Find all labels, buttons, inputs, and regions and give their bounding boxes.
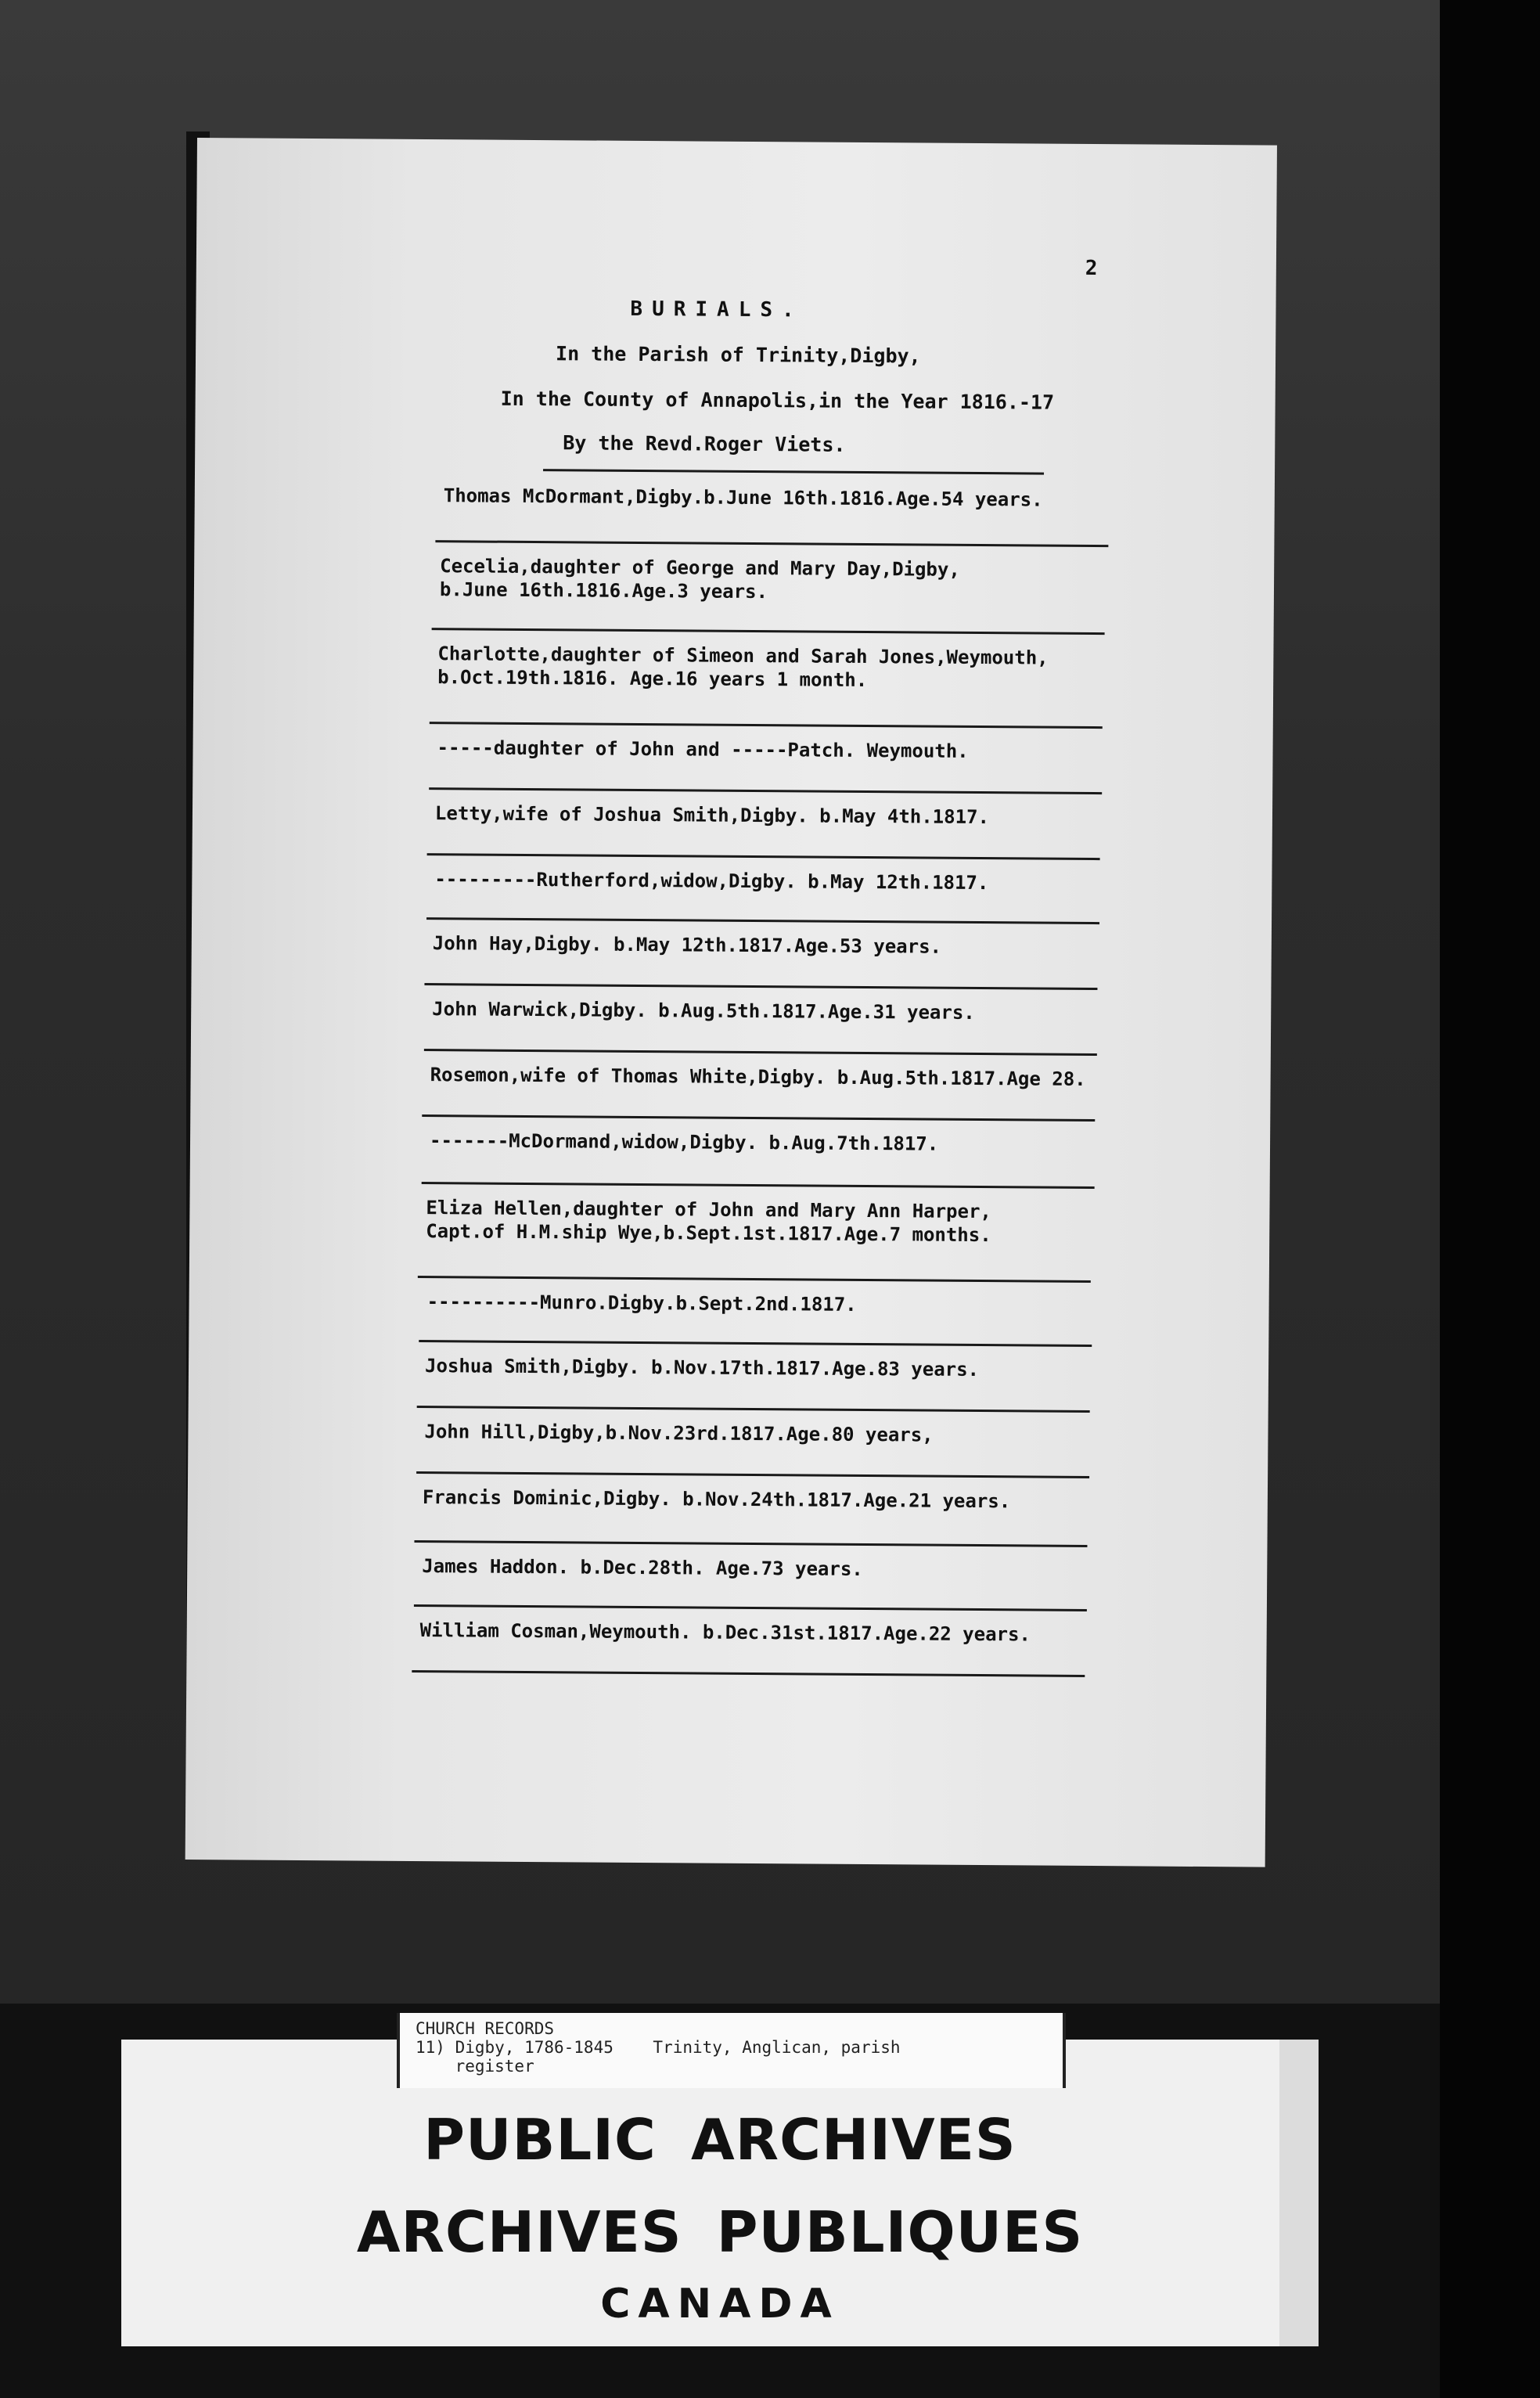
burial-entry-line: -----daughter of John and -----Patch. Weymouth.	[437, 736, 969, 762]
entry-rule	[432, 628, 1105, 635]
page-title: BURIALS.	[630, 297, 804, 322]
slip-description: 11) Digby, 1786-1845 Trinity, Anglican, parish	[416, 2038, 901, 2057]
burial-entry	[422, 1554, 863, 1581]
burial-entry-line: ---------Rutherford,widow,Digby. b.May 12th.1817.	[434, 868, 989, 895]
burial-entry-line: James Haddon. b.Dec.28th. Age.73 years.	[422, 1555, 863, 1580]
burial-entry	[437, 642, 1049, 693]
burial-entry-line: Eliza Hellen,daughter of John and Mary Ann Harper,	[426, 1197, 992, 1223]
entry-rule	[429, 787, 1102, 794]
burial-entry-line: Francis Dominic,Digby. b.Nov.24th.1817.Age.21 years.	[422, 1486, 1011, 1513]
entry-rule	[424, 1049, 1097, 1056]
county-heading: In the County of Annapolis,in the Year 1816.-17	[500, 387, 1055, 414]
burial-entry-line: Capt.of H.M.ship Wye,b.Sept.1st.1817.Age.7 months.	[426, 1220, 991, 1247]
burial-entry	[427, 1290, 857, 1316]
slip-description-cont: register	[416, 2057, 534, 2076]
burial-entry-line: John Hill,Digby,b.Nov.23rd.1817.Age.80 years,	[424, 1420, 934, 1446]
burial-entry-line: John Warwick,Digby. b.Aug.5th.1817.Age.31 years.	[432, 998, 975, 1024]
entry-rule	[422, 1114, 1095, 1122]
burial-entry	[424, 1420, 933, 1447]
burial-entry	[444, 484, 1043, 511]
burial-entry	[440, 554, 960, 605]
entry-rule	[414, 1604, 1087, 1611]
register-page	[185, 138, 1277, 1867]
entry-rule	[424, 983, 1097, 990]
burial-entry	[423, 1485, 1011, 1513]
entry-rule	[419, 1340, 1092, 1347]
burial-entry-line: -------McDormand,widow,Digby. b.Aug.7th.1817.	[429, 1129, 939, 1155]
burial-entry	[435, 801, 989, 829]
entry-rule	[435, 540, 1108, 547]
burial-entry-line: Thomas McDormant,Digby.b.June 16th.1816.Age.54 years.	[443, 484, 1043, 511]
parish-heading: In the Parish of Trinity,Digby,	[555, 342, 921, 368]
burial-entry	[425, 1354, 979, 1381]
entry-rule	[412, 1670, 1085, 1677]
entry-rule	[416, 1471, 1089, 1478]
archive-title-english: PUBLIC ARCHIVES	[423, 2107, 1016, 2173]
archive-title-french: ARCHIVES PUBLIQUES	[356, 2199, 1084, 2265]
burial-entry	[420, 1618, 1031, 1646]
entry-rule	[418, 1276, 1091, 1283]
entry-rule	[426, 917, 1099, 924]
burial-entry-line: Joshua Smith,Digby. b.Nov.17th.1817.Age.83 years.	[424, 1355, 980, 1381]
burial-entry	[432, 997, 975, 1024]
heading-rule	[543, 469, 1044, 474]
entry-rule	[414, 1540, 1087, 1547]
entry-rule	[417, 1406, 1090, 1413]
burial-entry-line: b.June 16th.1816.Age.3 years.	[439, 578, 768, 603]
entry-rule	[430, 722, 1103, 729]
officiant-heading: By the Revd.Roger Viets.	[563, 431, 846, 456]
page-number: 2	[1085, 256, 1098, 281]
entry-rule	[422, 1182, 1095, 1189]
burial-entry-line: John Hay,Digby. b.May 12th.1817.Age.53 years.	[432, 932, 942, 958]
entry-rule	[427, 853, 1100, 860]
microfilm-edge	[1440, 0, 1540, 2398]
slip-category: CHURCH RECORDS	[416, 2019, 555, 2038]
burial-entry	[437, 736, 968, 763]
record-label-slip	[397, 2013, 1066, 2088]
archive-country: CANADA	[600, 2281, 840, 2328]
burial-entry	[430, 1063, 1086, 1091]
burial-entry-line: ----------Munro.Digby.b.Sept.2nd.1817.	[426, 1291, 857, 1316]
burial-entry	[426, 1196, 991, 1247]
burial-entry-line: Cecelia,daughter of George and Mary Day,Digby,	[440, 555, 960, 581]
burial-entry-line: Rosemon,wife of Thomas White,Digby. b.Aug.5th.1817.Age 28.	[430, 1064, 1086, 1090]
burial-entry-line: Letty,wife of Joshua Smith,Digby. b.May 4th.1817.	[434, 802, 990, 829]
burial-entry	[433, 931, 941, 959]
burial-entry-line: Charlotte,daughter of Simeon and Sarah Jones,Weymouth,	[437, 643, 1049, 669]
burial-entry-line: b.Oct.19th.1816. Age.16 years 1 month.	[437, 666, 868, 691]
burial-entry	[430, 1129, 938, 1156]
burial-entry	[434, 867, 988, 895]
burial-entry-line: William Cosman,Weymouth. b.Dec.31st.1817.Age.22 years.	[419, 1619, 1031, 1646]
